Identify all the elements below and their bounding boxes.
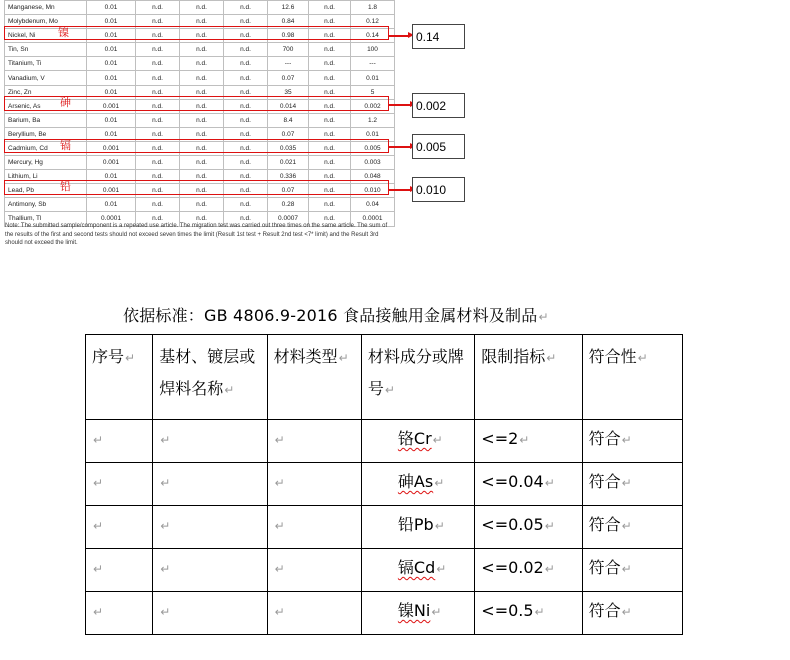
spec-type-cell[interactable] [267, 592, 361, 635]
lab-value-cell: n.d. [180, 198, 224, 212]
paragraph-mark-icon: ↵ [621, 562, 632, 576]
lab-value-cell: n.d. [309, 127, 351, 141]
lab-value-cell: 0.01 [87, 127, 136, 141]
spec-result: 符合 [588, 429, 621, 448]
spec-limit: <=0.05 [481, 515, 544, 534]
lab-value-cell: n.d. [224, 113, 268, 127]
spec-type-cell[interactable] [267, 463, 361, 506]
spec-table [85, 334, 683, 635]
paragraph-mark-icon: ↵ [637, 351, 648, 365]
lab-row [5, 113, 395, 127]
spec-material: 铬Cr [397, 429, 432, 448]
arrow-cadmium [389, 146, 411, 148]
lab-value-cell: n.d. [180, 71, 224, 85]
lab-value-cell: 0.0007 [268, 212, 309, 226]
lab-value-cell: n.d. [224, 85, 268, 99]
lab-value-cell: n.d. [136, 127, 180, 141]
lab-value-cell: 100 [351, 43, 395, 57]
lab-element-cell: Titanium, Ti [5, 57, 87, 71]
spec-index-cell[interactable] [86, 592, 153, 635]
lab-element-cell: Nickel, Ni [5, 29, 87, 43]
lab-note: Note: The submitted sample/component is a repeated use article. The migration test was carried out three times on the same article. The sum of the results of the first and second tests should not exceed seven times the limit (Result 1st test + Result 2nd test <7* limit) and the Result 3rd should not exceed the limit. [5, 223, 388, 247]
paragraph-mark-icon: ↵ [160, 476, 171, 490]
lab-value-cell: 0.003 [351, 156, 395, 170]
lab-value-cell: 0.07 [268, 71, 309, 85]
spec-name-cell[interactable] [153, 420, 267, 463]
paragraph-mark-icon: ↵ [436, 562, 447, 576]
lab-value-cell: 0.001 [87, 141, 136, 155]
lab-value-cell: n.d. [136, 15, 180, 29]
spec-material: 镍Ni [397, 601, 431, 620]
lab-value-cell: n.d. [309, 184, 351, 198]
lab-element-cell: Lead, Pb [5, 184, 87, 198]
spec-body [86, 420, 683, 635]
lab-value-cell: n.d. [136, 99, 180, 113]
lab-element-cell: Zinc, Zn [5, 85, 87, 99]
lab-value-cell: 0.07 [268, 184, 309, 198]
lab-value-cell: 0.01 [87, 57, 136, 71]
spec-limit: <=0.02 [481, 558, 544, 577]
standard-heading-text: 依据标准：GB 4806.9-2016 食品接触用金属材料及制品 [123, 306, 538, 325]
lab-value-cell: n.d. [180, 15, 224, 29]
label-nickel-cn: 镍 [58, 26, 69, 39]
lab-value-cell: n.d. [309, 57, 351, 71]
spec-limit-cell[interactable] [475, 463, 582, 506]
lab-value-cell: 0.014 [268, 99, 309, 113]
lab-element-cell: Vanadium, V [5, 71, 87, 85]
lab-element-cell: Antimony, Sb [5, 198, 87, 212]
lab-value-cell: n.d. [224, 141, 268, 155]
lab-value-cell: n.d. [309, 198, 351, 212]
lab-value-cell: n.d. [136, 170, 180, 184]
lab-value-cell: 0.01 [87, 85, 136, 99]
paragraph-mark-icon: ↵ [160, 519, 171, 533]
lab-value-cell: 0.01 [87, 43, 136, 57]
lab-value-cell: n.d. [180, 1, 224, 15]
lab-value-cell: 0.12 [351, 15, 395, 29]
lab-value-cell: n.d. [136, 184, 180, 198]
lab-value-cell: n.d. [224, 170, 268, 184]
lab-value-cell: 8.4 [268, 113, 309, 127]
lab-value-cell: 0.01 [87, 29, 136, 43]
paragraph-mark-icon: ↵ [432, 433, 443, 447]
spec-header-cell[interactable]: 材料类型↵ [267, 335, 361, 420]
paragraph-mark-icon: ↵ [538, 310, 549, 324]
label-lead-cn: 铅 [60, 180, 71, 193]
value-arsenic: 0.002 [416, 98, 447, 113]
spec-limit: <=0.04 [481, 472, 544, 491]
lab-value-cell: 12.6 [268, 1, 309, 15]
lab-value-cell: 0.005 [351, 141, 395, 155]
lab-value-cell: n.d. [224, 99, 268, 113]
paragraph-mark-icon: ↵ [544, 476, 555, 490]
spec-row [86, 592, 683, 635]
lab-value-cell: 0.010 [351, 184, 395, 198]
paragraph-mark-icon: ↵ [125, 351, 136, 365]
lab-element-cell: Arsenic, As [5, 99, 87, 113]
lab-value-cell: n.d. [224, 1, 268, 15]
paragraph-mark-icon: ↵ [274, 605, 285, 619]
lab-value-cell: n.d. [136, 29, 180, 43]
lab-value-cell: --- [268, 57, 309, 71]
spec-material-cell[interactable] [361, 592, 474, 635]
lab-value-cell: n.d. [136, 198, 180, 212]
value-cadmium: 0.005 [416, 139, 447, 154]
spec-result-cell[interactable] [582, 463, 682, 506]
spec-index-cell[interactable] [86, 420, 153, 463]
lab-value-cell: n.d. [136, 43, 180, 57]
paragraph-mark-icon: ↵ [621, 519, 632, 533]
lab-value-cell: 0.002 [351, 99, 395, 113]
paragraph-mark-icon: ↵ [93, 562, 104, 576]
paragraph-mark-icon: ↵ [621, 605, 632, 619]
lab-value-cell: 0.01 [87, 15, 136, 29]
spec-material: 镉Cd [397, 558, 436, 577]
lab-value-cell: 0.01 [87, 170, 136, 184]
value-lead: 0.010 [416, 182, 447, 197]
lab-value-cell: n.d. [309, 141, 351, 155]
lab-value-cell: n.d. [180, 99, 224, 113]
paragraph-mark-icon: ↵ [274, 519, 285, 533]
lab-value-cell: n.d. [136, 71, 180, 85]
arrow-nickel [389, 35, 409, 37]
spec-result: 符合 [588, 558, 621, 577]
spec-result: 符合 [588, 472, 621, 491]
lab-value-cell: n.d. [224, 57, 268, 71]
lab-value-cell: n.d. [309, 212, 351, 226]
spec-name-cell[interactable] [153, 463, 267, 506]
lab-value-cell: n.d. [136, 113, 180, 127]
lab-row [5, 71, 395, 85]
lab-value-cell: 0.98 [268, 29, 309, 43]
lab-value-cell: n.d. [224, 15, 268, 29]
value-box-cadmium [412, 134, 465, 159]
lab-value-cell: n.d. [309, 170, 351, 184]
lab-value-cell: n.d. [180, 141, 224, 155]
lab-value-cell: n.d. [136, 57, 180, 71]
lab-value-cell: n.d. [136, 141, 180, 155]
spec-type-cell[interactable] [267, 549, 361, 592]
lab-value-cell: n.d. [309, 15, 351, 29]
spec-material-cell[interactable] [361, 549, 474, 592]
lab-value-cell: 1.2 [351, 113, 395, 127]
paragraph-mark-icon: ↵ [274, 562, 285, 576]
lab-element-cell: Molybdenum, Mo [5, 15, 87, 29]
lab-value-cell: n.d. [309, 85, 351, 99]
paragraph-mark-icon: ↵ [224, 383, 235, 397]
paragraph-mark-icon: ↵ [431, 605, 442, 619]
lab-value-cell: 0.01 [87, 71, 136, 85]
paragraph-mark-icon: ↵ [93, 433, 104, 447]
spec-result-cell[interactable] [582, 506, 682, 549]
lab-value-cell: n.d. [180, 170, 224, 184]
lab-value-cell: n.d. [224, 29, 268, 43]
spec-material-cell[interactable] [361, 463, 474, 506]
lab-value-cell: n.d. [309, 156, 351, 170]
lab-value-cell: n.d. [224, 127, 268, 141]
spec-limit-cell[interactable] [475, 549, 582, 592]
paragraph-mark-icon: ↵ [93, 605, 104, 619]
spec-material: 砷As [397, 472, 434, 491]
spec-header-cell[interactable]: 基材、镀层或焊料名称↵ [153, 335, 267, 420]
paragraph-mark-icon: ↵ [544, 562, 555, 576]
lab-element-cell: Beryllium, Be [5, 127, 87, 141]
paragraph-mark-icon: ↵ [274, 476, 285, 490]
spec-result: 符合 [588, 601, 621, 620]
spec-name-cell[interactable] [153, 506, 267, 549]
paragraph-mark-icon: ↵ [384, 383, 395, 397]
lab-value-cell: n.d. [224, 43, 268, 57]
paragraph-mark-icon: ↵ [160, 605, 171, 619]
lab-value-cell: n.d. [224, 184, 268, 198]
lab-value-cell: n.d. [180, 43, 224, 57]
arrow-arsenic [389, 104, 411, 106]
lab-value-cell: 0.01 [87, 113, 136, 127]
lab-value-cell: n.d. [136, 212, 180, 226]
lab-row [5, 198, 395, 212]
lab-value-cell: 0.336 [268, 170, 309, 184]
lab-value-cell: 700 [268, 43, 309, 57]
spec-name-cell[interactable] [153, 549, 267, 592]
paragraph-mark-icon: ↵ [621, 476, 632, 490]
spec-limit-cell[interactable] [475, 420, 582, 463]
paragraph-mark-icon: ↵ [546, 351, 557, 365]
lab-value-cell: n.d. [309, 1, 351, 15]
spec-index-cell[interactable] [86, 463, 153, 506]
spec-result-cell[interactable] [582, 592, 682, 635]
spec-index-cell[interactable] [86, 506, 153, 549]
spec-header-cell[interactable]: 材料成分或牌号↵ [361, 335, 474, 420]
lab-row [5, 57, 395, 71]
lab-value-cell: 0.01 [351, 127, 395, 141]
paragraph-mark-icon: ↵ [519, 433, 530, 447]
paragraph-mark-icon: ↵ [160, 433, 171, 447]
spec-material-cell[interactable] [361, 506, 474, 549]
lab-value-cell: n.d. [309, 113, 351, 127]
lab-row [5, 43, 395, 57]
value-box-arsenic [412, 93, 465, 118]
lab-row [5, 156, 395, 170]
lab-value-cell: 0.28 [268, 198, 309, 212]
lab-value-cell: n.d. [224, 198, 268, 212]
spec-type-cell[interactable] [267, 420, 361, 463]
lab-value-cell: 5 [351, 85, 395, 99]
lab-value-cell: n.d. [309, 99, 351, 113]
lab-value-cell: 0.07 [268, 127, 309, 141]
spec-row [86, 420, 683, 463]
spec-type-cell[interactable] [267, 506, 361, 549]
paragraph-mark-icon: ↵ [93, 476, 104, 490]
value-box-nickel [412, 24, 465, 49]
spec-result-cell[interactable] [582, 420, 682, 463]
lab-value-cell: n.d. [136, 156, 180, 170]
label-arsenic-cn: 砷 [60, 96, 71, 109]
lab-value-cell: n.d. [309, 71, 351, 85]
spec-header-cell[interactable]: 限制指标↵ [475, 335, 582, 420]
lab-value-cell: n.d. [180, 85, 224, 99]
lab-value-cell: 0.001 [87, 156, 136, 170]
arrow-lead [389, 189, 411, 191]
lab-value-cell: n.d. [180, 29, 224, 43]
spec-header-cell[interactable]: 序号↵ [86, 335, 153, 420]
lab-value-cell: 0.0001 [351, 212, 395, 226]
lab-value-cell: n.d. [309, 43, 351, 57]
spec-material-cell[interactable] [361, 420, 474, 463]
paragraph-mark-icon: ↵ [434, 519, 445, 533]
lab-value-cell: 0.0001 [87, 212, 136, 226]
lab-element-cell: Tin, Sn [5, 43, 87, 57]
lab-value-cell: n.d. [136, 1, 180, 15]
lab-value-cell: n.d. [309, 29, 351, 43]
lab-value-cell: n.d. [180, 57, 224, 71]
lab-element-cell: Cadmium, Cd [5, 141, 87, 155]
lab-element-cell: Barium, Ba [5, 113, 87, 127]
spec-header-cell[interactable]: 符合性↵ [582, 335, 682, 420]
lab-value-cell: n.d. [180, 184, 224, 198]
spec-header-row [86, 335, 683, 420]
spec-row [86, 463, 683, 506]
value-box-lead [412, 177, 465, 202]
lab-value-cell: n.d. [224, 156, 268, 170]
paragraph-mark-icon: ↵ [160, 562, 171, 576]
spec-row [86, 506, 683, 549]
lab-value-cell: 0.001 [87, 99, 136, 113]
lab-value-cell: n.d. [180, 156, 224, 170]
lab-value-cell: 0.04 [351, 198, 395, 212]
spec-limit-cell[interactable] [475, 592, 582, 635]
paragraph-mark-icon: ↵ [434, 476, 445, 490]
paragraph-mark-icon: ↵ [338, 351, 349, 365]
paragraph-mark-icon: ↵ [274, 433, 285, 447]
spec-material: 铅Pb [397, 515, 434, 534]
lab-value-cell: 0.01 [87, 1, 136, 15]
paragraph-mark-icon: ↵ [534, 605, 545, 619]
lab-row [5, 1, 395, 15]
spec-limit: <=0.5 [481, 601, 534, 620]
spec-name-cell[interactable] [153, 592, 267, 635]
spec-row [86, 549, 683, 592]
lab-value-cell: n.d. [180, 113, 224, 127]
lab-element-cell: Thallium, Tl [5, 212, 87, 226]
lab-value-cell: 0.84 [268, 15, 309, 29]
standard-heading [123, 303, 549, 326]
lab-element-cell: Mercury, Hg [5, 156, 87, 170]
lab-value-cell: 1.8 [351, 1, 395, 15]
lab-value-cell: n.d. [136, 85, 180, 99]
spec-result: 符合 [588, 515, 621, 534]
spec-limit-cell[interactable] [475, 506, 582, 549]
paragraph-mark-icon: ↵ [544, 519, 555, 533]
lab-value-cell: 0.021 [268, 156, 309, 170]
value-nickel: 0.14 [416, 29, 440, 44]
spec-limit: <=2 [481, 429, 519, 448]
lab-value-cell: n.d. [180, 212, 224, 226]
lab-value-cell: 0.01 [87, 198, 136, 212]
lab-value-cell: n.d. [224, 212, 268, 226]
spec-index-cell[interactable] [86, 549, 153, 592]
label-cadmium-cn: 镉 [60, 139, 71, 152]
lab-value-cell: 0.048 [351, 170, 395, 184]
lab-value-cell: 0.035 [268, 141, 309, 155]
lab-value-cell: n.d. [180, 127, 224, 141]
lab-value-cell: 35 [268, 85, 309, 99]
lab-value-cell: 0.14 [351, 29, 395, 43]
paragraph-mark-icon: ↵ [621, 433, 632, 447]
lab-element-cell: Manganese, Mn [5, 1, 87, 15]
spec-result-cell[interactable] [582, 549, 682, 592]
lab-value-cell: 0.001 [87, 184, 136, 198]
paragraph-mark-icon: ↵ [93, 519, 104, 533]
lab-value-cell: --- [351, 57, 395, 71]
lab-value-cell: 0.01 [351, 71, 395, 85]
lab-value-cell: n.d. [224, 71, 268, 85]
lab-element-cell: Lithium, Li [5, 170, 87, 184]
